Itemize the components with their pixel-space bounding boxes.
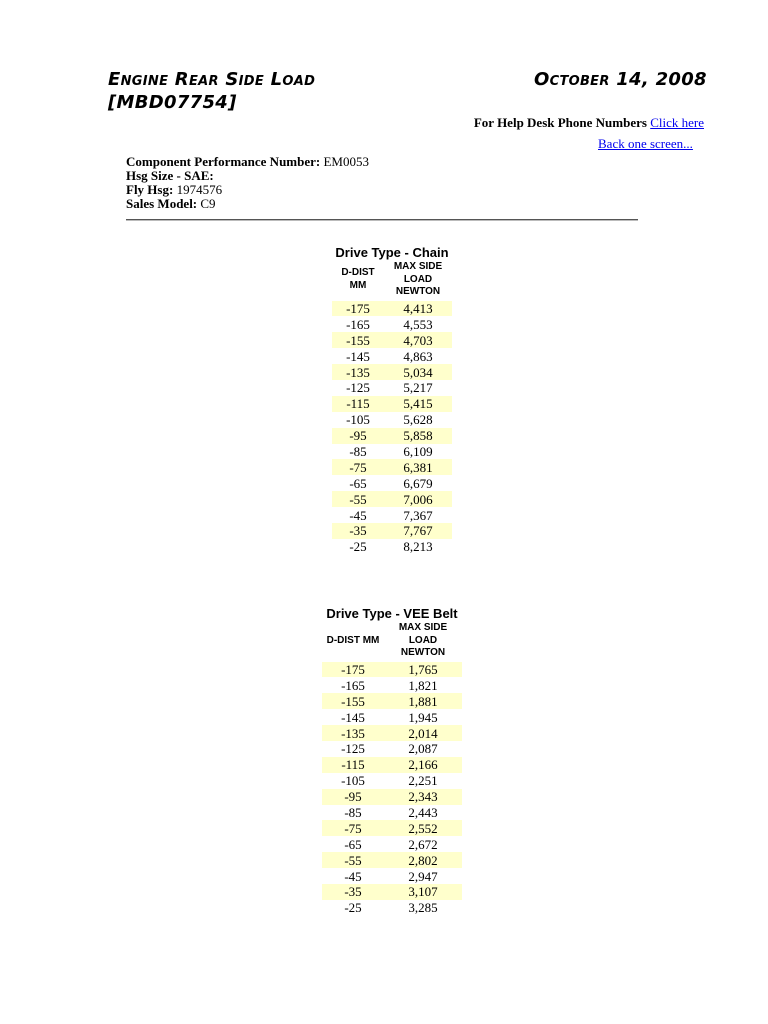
table-row (322, 820, 462, 836)
col-header-ddist: D-DIST MM (326, 634, 380, 646)
table-row (322, 852, 462, 868)
table-row (332, 475, 452, 491)
table-row (332, 332, 452, 348)
max-load-cell: 1,765 (384, 662, 462, 678)
table-row (322, 884, 462, 900)
max-load-cell: 1,945 (408, 709, 438, 725)
max-load-cell: 4,553 (403, 316, 433, 332)
table-row (332, 539, 452, 555)
max-load-cell: 2,802 (384, 852, 462, 868)
table-row (322, 773, 462, 789)
ddist-cell: -165 (341, 677, 365, 693)
back-one-screen-link[interactable]: Back one screen... (598, 136, 693, 151)
table-row (322, 741, 462, 757)
sales-label: Sales Model: (126, 196, 198, 211)
max-load-cell: 1,881 (384, 693, 462, 709)
max-load-cell: 2,343 (384, 789, 462, 805)
table-row (332, 428, 452, 444)
max-load-cell: 2,672 (408, 836, 438, 852)
table-header-row (322, 622, 462, 662)
ddist-cell: -105 (341, 773, 365, 789)
page-title (108, 68, 315, 114)
max-load-cell: 2,087 (408, 741, 438, 757)
table-row (332, 491, 452, 507)
ddist-cell: -135 (322, 725, 384, 741)
table-row (322, 662, 462, 678)
cpn-label: Component Performance Number: (126, 154, 321, 169)
max-load-cell: 5,217 (403, 380, 433, 396)
max-load-cell: 1,821 (408, 677, 438, 693)
page-date: October 14, 2008 (534, 69, 707, 90)
ddist-cell: -105 (346, 412, 370, 428)
vee-table-caption: Drive Type - VEE Belt (326, 606, 458, 621)
max-load-cell: 2,947 (408, 868, 438, 884)
back-line (598, 136, 693, 152)
chain-table-caption: Drive Type - Chain (335, 245, 449, 260)
max-load-cell: 5,858 (384, 428, 452, 444)
ddist-cell: -145 (346, 348, 370, 364)
table-row (322, 725, 462, 741)
max-load-cell: 7,767 (384, 523, 452, 539)
col-header-max-load: MAX SIDE LOAD NEWTON (393, 261, 443, 297)
max-load-cell: 7,367 (403, 507, 433, 523)
max-load-cell: 7,006 (384, 491, 452, 507)
table-row (332, 396, 452, 412)
ddist-cell: -95 (322, 789, 384, 805)
table-row (332, 348, 452, 364)
table-row (332, 412, 452, 428)
fly-label: Fly Hsg: (126, 182, 174, 197)
sales-value: C9 (200, 196, 216, 211)
ddist-cell: -55 (322, 852, 384, 868)
vee-table-body (322, 662, 462, 916)
ddist-cell: -35 (322, 884, 384, 900)
help-desk-link[interactable]: Click here (650, 115, 704, 130)
max-load-cell: 4,703 (384, 332, 452, 348)
table-row (332, 364, 452, 380)
ddist-cell: -175 (332, 301, 384, 317)
ddist-cell: -25 (344, 900, 362, 916)
table-row (322, 900, 462, 916)
table-row (322, 693, 462, 709)
col-header-ddist: D-DIST MM (341, 267, 375, 291)
chain-table (332, 261, 452, 555)
max-load-cell: 5,628 (403, 412, 433, 428)
table-row (322, 805, 462, 821)
max-load-cell: 2,166 (384, 757, 462, 773)
max-load-cell: 2,443 (408, 804, 438, 820)
max-load-cell: 6,679 (403, 475, 433, 491)
ddist-cell: -175 (322, 662, 384, 678)
ddist-cell: -115 (322, 757, 384, 773)
table-row (322, 677, 462, 693)
table-row (322, 789, 462, 805)
table-row (332, 507, 452, 523)
max-load-cell: 5,034 (384, 364, 452, 380)
ddist-cell: -155 (322, 693, 384, 709)
table-row (332, 459, 452, 475)
table-row (332, 380, 452, 396)
help-desk-text: For Help Desk Phone Numbers (473, 115, 647, 130)
fly-row (126, 183, 369, 197)
ddist-cell: -45 (344, 868, 362, 884)
col-header-max-load: MAX SIDE LOAD NEWTON (398, 622, 448, 658)
max-load-cell: 2,014 (384, 725, 462, 741)
sales-row (126, 197, 369, 211)
component-info (126, 155, 369, 211)
help-desk-line (474, 115, 704, 131)
max-load-cell: 6,381 (384, 459, 452, 475)
max-load-cell: 3,107 (384, 884, 462, 900)
max-load-cell: 8,213 (403, 539, 433, 555)
ddist-cell: -85 (344, 804, 362, 820)
ddist-cell: -45 (349, 507, 367, 523)
cpn-value: EM0053 (323, 154, 369, 169)
ddist-cell: -95 (332, 428, 384, 444)
table-row (332, 523, 452, 539)
ddist-cell: -35 (332, 523, 384, 539)
chain-table-body (332, 301, 452, 555)
ddist-cell: -55 (332, 491, 384, 507)
table-row (322, 868, 462, 884)
ddist-cell: -165 (346, 316, 370, 332)
ddist-cell: -85 (349, 443, 367, 459)
hsg-row (126, 169, 369, 183)
table-row (332, 444, 452, 460)
max-load-cell: 4,413 (384, 301, 452, 317)
cpn-row (126, 155, 369, 169)
ddist-cell: -25 (349, 539, 367, 555)
ddist-cell: -115 (332, 396, 384, 412)
ddist-cell: -155 (332, 332, 384, 348)
table-header-row (332, 261, 452, 301)
table-row (332, 316, 452, 332)
max-load-cell: 5,415 (384, 396, 452, 412)
ddist-cell: -75 (322, 820, 384, 836)
max-load-cell: 2,251 (408, 773, 438, 789)
table-row (322, 836, 462, 852)
max-load-cell: 4,863 (403, 348, 433, 364)
hsg-label: Hsg Size - SAE: (126, 168, 214, 183)
table-row (332, 301, 452, 317)
ddist-cell: -145 (341, 709, 365, 725)
page-title-line1: Engine Rear Side Load (108, 69, 316, 90)
ddist-cell: -125 (346, 380, 370, 396)
vee-table-block (322, 606, 462, 916)
max-load-cell: 6,109 (403, 443, 433, 459)
ddist-cell: -75 (332, 459, 384, 475)
vee-table (322, 622, 462, 916)
max-load-cell: 2,552 (384, 820, 462, 836)
table-row (322, 709, 462, 725)
fly-value: 1974576 (176, 182, 223, 197)
ddist-cell: -135 (332, 364, 384, 380)
max-load-cell: 3,285 (408, 900, 438, 916)
ddist-cell: -65 (344, 836, 362, 852)
ddist-cell: -65 (349, 475, 367, 491)
divider (126, 219, 638, 221)
chain-table-block (332, 245, 452, 555)
ddist-cell: -125 (341, 741, 365, 757)
table-row (322, 757, 462, 773)
page-title-line2: [MBD07754] (108, 92, 237, 113)
